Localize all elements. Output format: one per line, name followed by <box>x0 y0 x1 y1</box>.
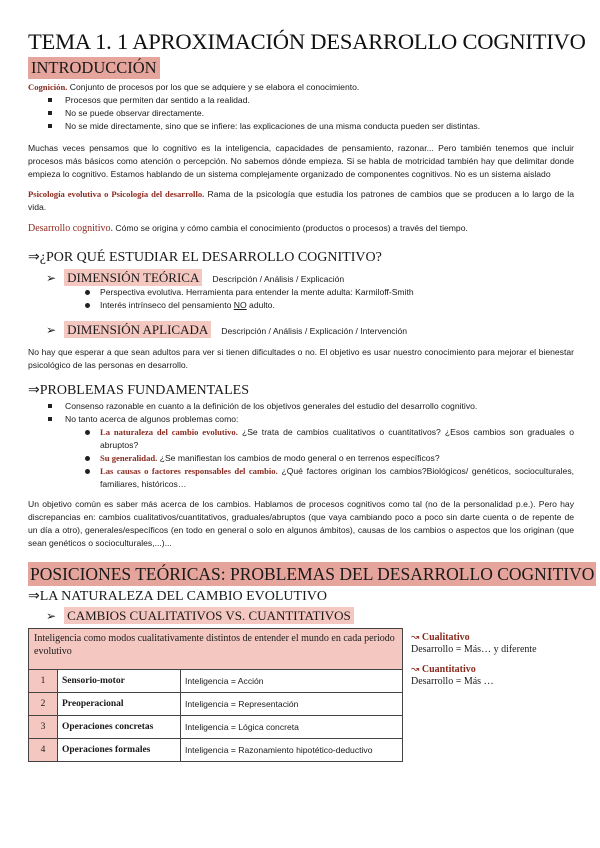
intro-heading: INTRODUCCIÓN <box>28 57 160 79</box>
dimension-aplicada-row <box>28 321 574 338</box>
cognicion-term: Cognición. <box>28 82 68 92</box>
psicologia-definition <box>28 188 574 214</box>
psicologia-term: Psicología evolutiva o Psicología del desarrollo. <box>28 189 205 199</box>
psicologia-text: Rama de la psicología que estudia los patrones de cambios que se producen a lo largo de la vida. <box>28 189 574 212</box>
desarrollo-definition <box>28 222 574 235</box>
list-item: Las causas o factores responsables del cambio. ¿Qué factores originan los cambios?Biológicos/ genéticos, socioculturales, familiares, históricos… <box>100 466 574 489</box>
cambios-row <box>28 607 574 624</box>
document-page <box>28 28 595 762</box>
stage-number: 1 <box>29 670 58 693</box>
qualitative-desc: Desarrollo = Más… y diferente <box>411 644 537 655</box>
problems-bullets <box>28 400 574 426</box>
dimension-teorica-row <box>28 269 574 286</box>
list-item: Interés intrínseco del pensamiento NO adulto. <box>100 299 574 312</box>
quantitative-block <box>411 664 537 676</box>
list-item: Procesos que permiten dar sentido a la realidad. <box>48 94 574 107</box>
cognicion-text: Conjunto de procesos por los que se adquiere y se elabora el conocimiento. <box>69 82 360 92</box>
desarrollo-text: Cómo se origina y cómo cambia el conocimiento (productos o procesos) a través del tiempo. <box>115 223 468 233</box>
arrowhead-icon: ➢ <box>46 609 57 623</box>
table-row <box>29 693 403 716</box>
cognicion-definition <box>28 81 574 94</box>
cambios-label: CAMBIOS CUALITATIVOS VS. CUANTITATIVOS <box>64 607 354 624</box>
teorica-bullets <box>100 286 574 312</box>
stage-intelligence: Inteligencia = Representación <box>181 693 403 716</box>
problems-paragraph: Un objetivo común es saber más acerca de los cambios. Hablamos de procesos cognitivos como tal (no de la personalidad p.e.). Pero hay discrepancias en: cambios cualitativos/cuantitativos, graduales/abruptos (que vaya cambiando poco a poco sin darte cuenta o de repente de un día a otro), generales/específicos (en todo en general o solo en algunos ámbitos), causas de los cambios o aspectos que los originan (que sean genéticos o socioculturales,...)... <box>28 499 574 548</box>
stage-number: 4 <box>29 739 58 762</box>
table-row <box>29 716 403 739</box>
problems-heading: ⇒PROBLEMAS FUNDAMENTALES <box>28 383 250 398</box>
desarrollo-term: Desarrollo cognitivo. <box>28 223 113 234</box>
cognicion-bullets <box>28 94 574 133</box>
stage-intelligence: Inteligencia = Razonamiento hipotético-deductivo <box>181 739 403 762</box>
squiggle-arrow-icon: ↝ <box>411 664 420 675</box>
stage-intelligence: Inteligencia = Acción <box>181 670 403 693</box>
list-item: No se puede observar directamente. <box>48 107 574 120</box>
table-header: Inteligencia como modos cualitativamente distintos de entender el mundo en cada periodo evolutivo <box>29 629 403 670</box>
page-title: TEMA 1. 1 APROXIMACIÓN DESARROLLO COGNITIVO <box>28 29 586 54</box>
why-paragraph: No hay que esperar a que sean adultos para ver si tienen dificultades o no. El objetivo es usar nuestro conocimiento para mejorar el bienestar psicológico de las personas en desarrollo. <box>28 347 574 370</box>
arrowhead-icon: ➢ <box>46 271 57 285</box>
stage-name: Sensorio-motor <box>58 670 181 693</box>
stages-table <box>28 628 403 762</box>
arrowhead-icon: ➢ <box>46 323 57 337</box>
quantitative-title: Cuantitativo <box>421 664 476 675</box>
dimension-teorica-desc: Descripción / Análisis / Explicación <box>212 274 345 284</box>
stage-number: 2 <box>29 693 58 716</box>
list-item: Consenso razonable en cuanto a la definición de los objetivos generales del estudio del desarrollo cognitivo. <box>48 400 574 413</box>
stage-name: Preoperacional <box>58 693 181 716</box>
list-item: Su generalidad. ¿Se manifiestan los cambios de modo general o en terrenos específicos? <box>100 452 574 465</box>
stage-intelligence: Inteligencia = Lógica concreta <box>181 716 403 739</box>
qualitative-title: Cualitativo <box>421 632 470 643</box>
list-item: No tanto acerca de algunos problemas como: <box>48 413 574 426</box>
stage-name: Operaciones formales <box>58 739 181 762</box>
dimension-aplicada-label: DIMENSIÓN APLICADA <box>64 321 211 338</box>
problems-sub-bullets <box>100 426 574 491</box>
list-item: Perspectiva evolutiva. Herramienta para entender la mente adulta: Karmiloff-Smith <box>100 286 574 299</box>
stage-name: Operaciones concretas <box>58 716 181 739</box>
table-row <box>29 739 403 762</box>
stage-number: 3 <box>29 716 58 739</box>
positions-heading: POSICIONES TEÓRICAS: PROBLEMAS DEL DESARROLLO COGNITIVO <box>30 564 595 584</box>
naturaleza-heading: ⇒LA NATURALEZA DEL CAMBIO EVOLUTIVO <box>28 589 327 604</box>
qualitative-block <box>411 632 537 644</box>
dimension-aplicada-desc: Descripción / Análisis / Explicación / Intervención <box>221 326 408 336</box>
list-item: No se mide directamente, sino que se infiere: las explicaciones de una misma conducta pueden ser distintas. <box>48 120 574 133</box>
quantitative-desc: Desarrollo = Más … <box>411 676 494 687</box>
stages-section <box>28 628 574 762</box>
change-types <box>411 632 537 762</box>
table-row <box>29 670 403 693</box>
squiggle-arrow-icon: ↝ <box>411 632 420 643</box>
dimension-teorica-label: DIMENSIÓN TEÓRICA <box>64 269 202 286</box>
why-heading: ⇒¿POR QUÉ ESTUDIAR EL DESARROLLO COGNITIVO? <box>28 250 382 265</box>
list-item: La naturaleza del cambio evolutivo. ¿Se trata de cambios cualitativos o cuantitativos? ¿Esos cambios son graduales o abruptos? <box>100 427 575 450</box>
intro-paragraph: Muchas veces pensamos que lo cognitivo es la inteligencia, capacidades de pensamiento, razonar... Pero también tenemos que incluir procesos más básicos como atención o percepción. No sabemos dónde empieza. Si se habla de motricidad también hay que delimitar donde empieza lo cognitivo. Estamos hablando de un sistema complejamente organizado de componentes cognitivos. No es un sistema aislado <box>28 143 574 179</box>
